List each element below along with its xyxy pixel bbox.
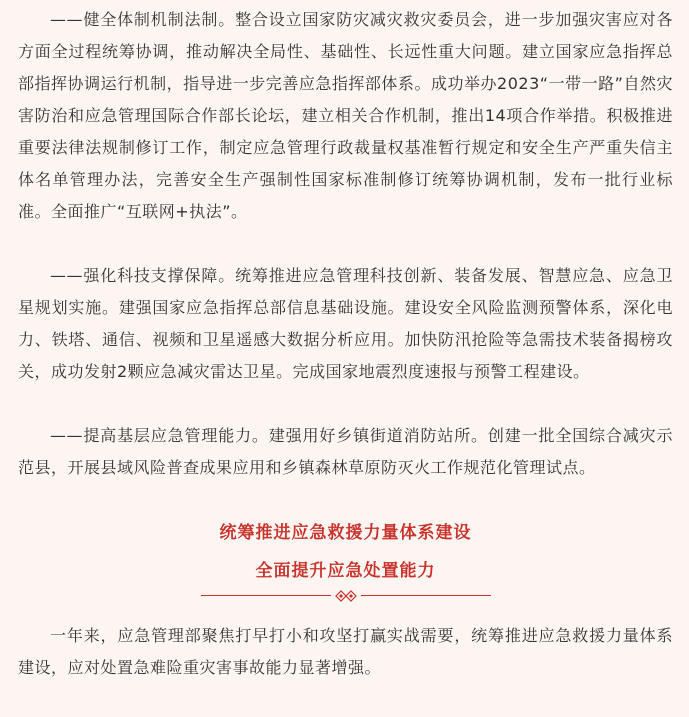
section-heading-line-1: 统筹推进应急救援力量体系建设 [219, 523, 472, 543]
paragraph-grassroots: ——提高基层应急管理能力。建强用好乡镇街道消防站所。创建一批全国综合减灾示范县，开展县域风险普查成果应用和乡镇森林草原防灭火工作规范化管理试点。 [18, 426, 673, 477]
section-heading [18, 518, 673, 602]
paragraph-closing: 一年来，应急管理部聚焦打早打小和攻坚打赢实战需要，统筹推进应急救援力量体系建设，应对处置急难险重灾害事故能力显著增强。 [18, 626, 673, 677]
paragraph-tech-support: ——强化科技支撑保障。统筹推进应急管理科技创新、装备发展、智慧应急、应急卫星规划实施。建强国家应急指挥总部信息基础设施。建设安全风险监测预警体系，深化电力、铁塔、通信、视频和卫星遥感大数据分析应用。加快防汛抢险等急需技术装备揭榜攻关，成功发射2颗应急减灾雷达卫星。完成国家地震烈度速报与预警工程建设。 [18, 266, 673, 381]
divider-line-right [361, 595, 491, 596]
paragraph-system-mechanism: ——健全体制机制法制。整合设立国家防灾减灾救灾委员会，进一步加强灾害应对各方面全过程统筹协调，推动解决全局性、基础性、长远性重大问题。建立国家应急指挥总部指挥协调运行机制，指导进一步完善应急指挥部体系。成功举办2023“一带一路”自然灾害防治和应急管理国际合作部长论坛，建立相关合作机制，推出14项合作举措。积极推进重要法律法规制修订工作，制定应急管理行政裁量权基准暂行规定和安全生产严重失信主体名单管理办法，完善安全生产强制性国家标准制修订统筹协调机制，发布一批行业标准。全面推广“互联网+执法”。 [18, 10, 673, 221]
double-diamond-icon [335, 590, 357, 602]
heading-divider [201, 590, 491, 602]
section-heading-line-2: 全面提升应急处置能力 [255, 561, 436, 581]
divider-line-left [201, 595, 331, 596]
